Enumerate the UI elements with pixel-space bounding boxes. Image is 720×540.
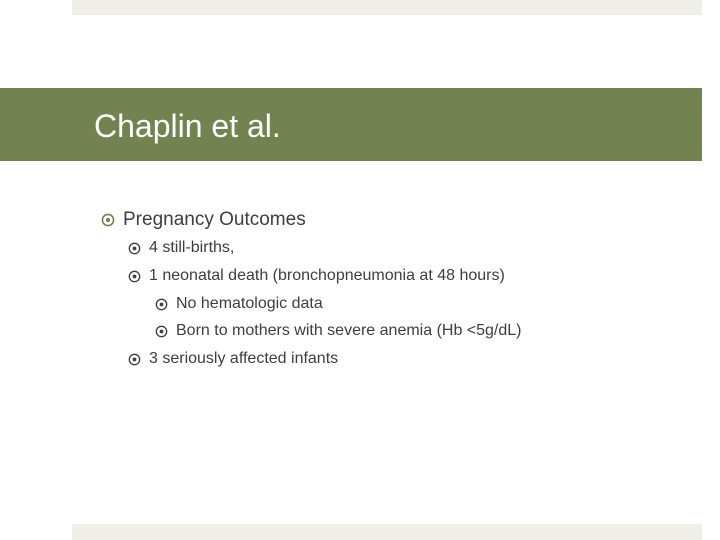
target-circle-icon: [101, 213, 115, 227]
bullet-pregnancy-outcomes: [101, 208, 306, 232]
target-circle-icon: [128, 270, 141, 283]
target-circle-icon: [128, 242, 141, 255]
bullet-born-to-mothers: [155, 321, 522, 341]
bullet-still-births: [128, 238, 234, 258]
target-circle-icon: [128, 353, 141, 366]
bullet-text: No hematologic data: [176, 295, 323, 312]
bullet-neonatal-death: [128, 266, 505, 286]
bullet-text: 4 still-births,: [149, 239, 235, 256]
bullet-text: Born to mothers with severe anemia (Hb <5g/dL): [176, 322, 522, 339]
target-circle-icon: [155, 298, 168, 311]
bullet-seriously-affected: [128, 349, 338, 369]
bullet-no-hematologic-data: [155, 294, 323, 314]
bullet-text: Pregnancy Outcomes: [123, 209, 306, 230]
target-circle-icon: [155, 325, 168, 338]
bullet-text: 3 seriously affected infants: [149, 350, 339, 367]
slide-title: Chaplin et al.: [94, 108, 281, 144]
top-decorative-band: [72, 0, 702, 15]
bullet-text: 1 neonatal death (bronchopneumonia at 48 hours): [149, 267, 505, 284]
bottom-decorative-band: [72, 524, 702, 540]
